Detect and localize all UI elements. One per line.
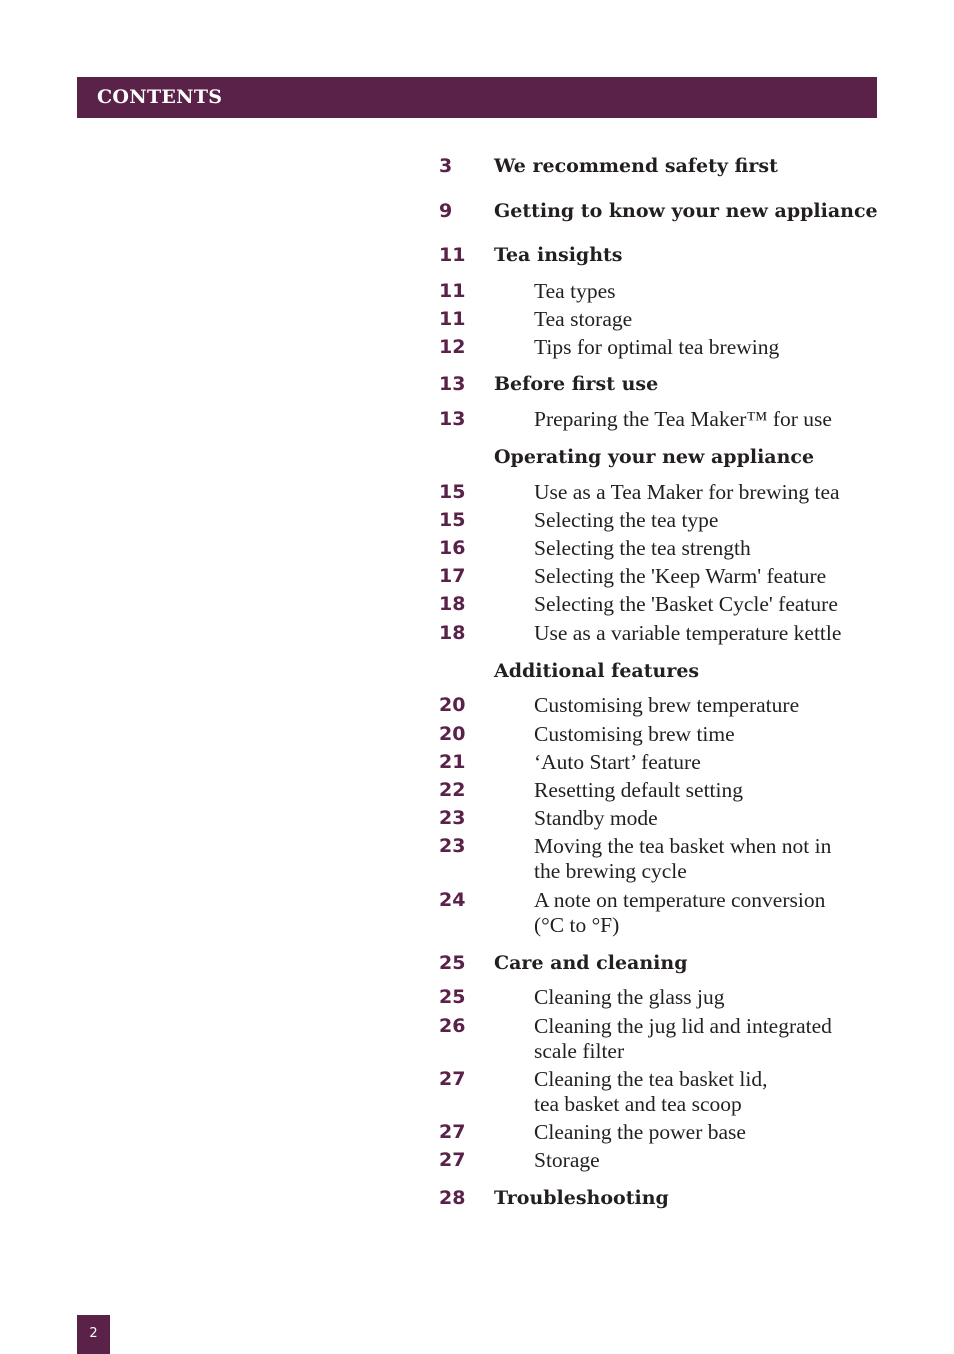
toc-item-title: Selecting the tea type <box>534 508 719 532</box>
toc-item-title: Use as a variable temperature kettle <box>534 621 842 645</box>
toc-item-title: Use as a Tea Maker for brewing tea <box>534 480 840 504</box>
toc-page-number: 16 <box>439 537 466 559</box>
toc-section-title: Operating your new appliance <box>494 446 815 468</box>
toc-page-number: 23 <box>439 835 466 857</box>
toc-page-number: 11 <box>439 244 466 266</box>
toc-page-number: 9 <box>439 200 453 222</box>
page-title: CONTENTS <box>97 86 223 108</box>
toc-page-number: 15 <box>439 481 466 503</box>
toc-item-title: Moving the tea basket when not in the brewing cycle <box>534 834 832 883</box>
toc-section-title: Additional features <box>494 660 700 682</box>
toc-page-number: 15 <box>439 509 466 531</box>
toc-page-number: 27 <box>439 1149 466 1171</box>
toc-page-number: 22 <box>439 779 466 801</box>
toc-page-number: 20 <box>439 723 466 745</box>
toc-section-title: We recommend safety first <box>494 155 778 177</box>
toc-page-number: 27 <box>439 1068 466 1090</box>
toc-page-number: 24 <box>439 889 466 911</box>
toc-item-title: Cleaning the tea basket lid, tea basket and tea scoop <box>534 1067 768 1116</box>
toc-section-title: Tea insights <box>494 244 623 266</box>
toc-section-title: Getting to know your new appliance <box>494 200 878 222</box>
toc-item-title: ‘Auto Start’ feature <box>534 750 701 774</box>
toc-page-number: 28 <box>439 1187 466 1209</box>
toc-page-number: 3 <box>439 155 453 177</box>
toc-item-title: Preparing the Tea Maker™ for use <box>534 407 832 431</box>
toc-page-number: 11 <box>439 308 466 330</box>
toc-item-title: Tips for optimal tea brewing <box>534 335 780 359</box>
toc-page-number: 25 <box>439 986 466 1008</box>
toc-page-number: 25 <box>439 952 466 974</box>
toc-item-title: Storage <box>534 1148 600 1172</box>
toc-item-title: Cleaning the jug lid and integrated scale filter <box>534 1014 832 1063</box>
contents-header-bar <box>77 77 877 118</box>
toc-section-title: Troubleshooting <box>494 1187 669 1209</box>
toc-item-title: Tea storage <box>534 307 633 331</box>
toc-item-title: Customising brew temperature <box>534 693 800 717</box>
toc-item-title: Cleaning the glass jug <box>534 985 725 1009</box>
toc-item-title: Selecting the 'Keep Warm' feature <box>534 564 827 588</box>
toc-item-title: Selecting the tea strength <box>534 536 751 560</box>
toc-page-number: 27 <box>439 1121 466 1143</box>
toc-page-number: 18 <box>439 593 466 615</box>
toc-item-title: A note on temperature conversion (°C to °F) <box>534 888 826 937</box>
toc-page-number: 20 <box>439 694 466 716</box>
toc-page-number: 21 <box>439 751 466 773</box>
toc-page-number: 13 <box>439 408 466 430</box>
toc-item-title: Resetting default setting <box>534 778 743 802</box>
toc-item-title: Selecting the 'Basket Cycle' feature <box>534 592 838 616</box>
toc-section-title: Before first use <box>494 373 659 395</box>
toc-item-title: Tea types <box>534 279 616 303</box>
page-number: 2 <box>89 1326 98 1341</box>
toc-page-number: 12 <box>439 336 466 358</box>
toc-item-title: Standby mode <box>534 806 658 830</box>
toc-page-number: 26 <box>439 1015 466 1037</box>
toc-page-number: 11 <box>439 280 466 302</box>
page-number-badge <box>77 1315 110 1354</box>
toc-item-title: Customising brew time <box>534 722 735 746</box>
toc-page-number: 17 <box>439 565 466 587</box>
toc-page-number: 23 <box>439 807 466 829</box>
toc-section-title: Care and cleaning <box>494 952 688 974</box>
toc-page-number: 18 <box>439 622 466 644</box>
toc-page-number: 13 <box>439 373 466 395</box>
toc-item-title: Cleaning the power base <box>534 1120 746 1144</box>
